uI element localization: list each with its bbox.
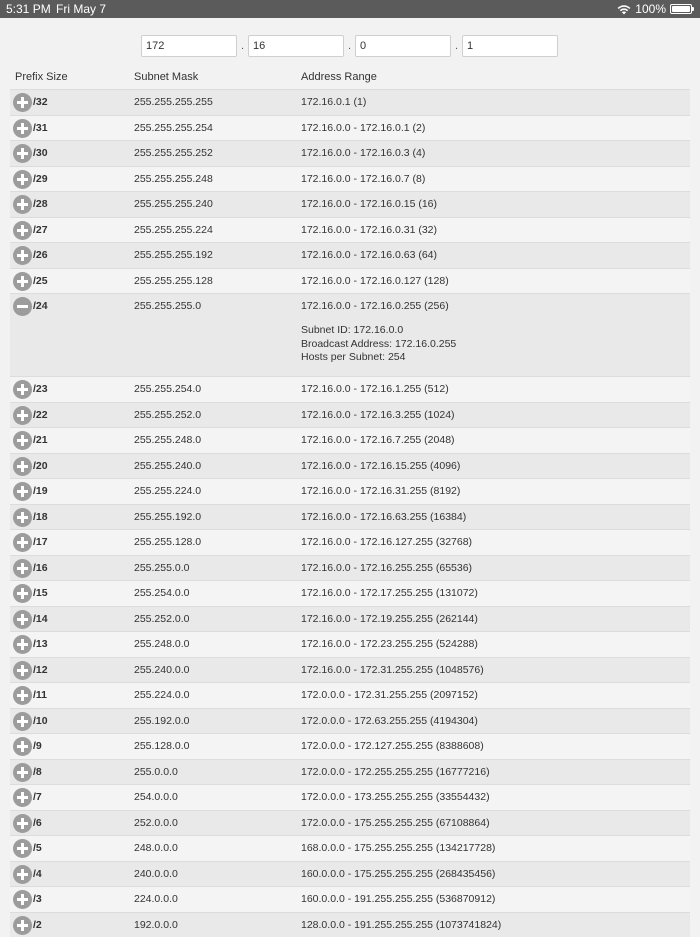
subnet-mask: 255.255.252.0	[134, 409, 201, 421]
expand-plus-icon[interactable]	[13, 406, 32, 425]
table-header	[0, 71, 700, 85]
expand-plus-icon[interactable]	[13, 380, 32, 399]
table-row[interactable]	[10, 140, 690, 166]
subnet-mask: 255.255.255.252	[134, 147, 213, 159]
address-range: 172.16.0.0 - 172.16.0.3 (4)	[301, 147, 425, 159]
prefix-size: /17	[33, 536, 48, 548]
subnet-mask: 192.0.0.0	[134, 919, 178, 931]
prefix-size: /31	[33, 122, 48, 134]
table-row[interactable]	[10, 268, 690, 294]
prefix-size: /11	[33, 689, 47, 701]
table-row[interactable]	[10, 166, 690, 192]
ip-octet-4-input[interactable]	[462, 35, 558, 57]
subnet-mask: 255.255.255.224	[134, 224, 213, 236]
subnet-mask: 255.255.255.240	[134, 198, 213, 210]
subnet-mask: 255.255.128.0	[134, 536, 201, 548]
expand-plus-icon[interactable]	[13, 195, 32, 214]
address-range: 172.0.0.0 - 172.63.255.255 (4194304)	[301, 715, 478, 727]
expand-plus-icon[interactable]	[13, 916, 32, 935]
prefix-size: /7	[33, 791, 42, 803]
address-range: 172.16.0.0 - 172.19.255.255 (262144)	[301, 613, 478, 625]
subnet-mask: 255.255.255.128	[134, 275, 213, 287]
address-range: 172.0.0.0 - 173.255.255.255 (33554432)	[301, 791, 490, 803]
expand-plus-icon[interactable]	[13, 686, 32, 705]
address-range: 172.16.0.0 - 172.16.15.255 (4096)	[301, 460, 460, 472]
subnet-mask: 255.252.0.0	[134, 613, 189, 625]
status-bar	[0, 0, 700, 18]
address-range: 172.16.0.0 - 172.16.31.255 (8192)	[301, 485, 460, 497]
expand-plus-icon[interactable]	[13, 661, 32, 680]
address-range: 172.16.0.0 - 172.16.3.255 (1024)	[301, 409, 455, 421]
ip-separator: .	[451, 40, 462, 52]
subnet-mask: 255.255.255.254	[134, 122, 213, 134]
collapse-minus-icon[interactable]	[13, 297, 32, 316]
prefix-size: /2	[33, 919, 42, 931]
table-row[interactable]	[10, 886, 690, 912]
table-row[interactable]	[10, 657, 690, 683]
prefix-size: /5	[33, 842, 42, 854]
address-range: 172.0.0.0 - 172.255.255.255 (16777216)	[301, 766, 490, 778]
subnet-mask: 252.0.0.0	[134, 817, 178, 829]
expand-plus-icon[interactable]	[13, 559, 32, 578]
table-row[interactable]	[10, 810, 690, 836]
address-range: 160.0.0.0 - 175.255.255.255 (268435456)	[301, 868, 495, 880]
ip-octet-2-input[interactable]	[248, 35, 344, 57]
table-row[interactable]	[10, 606, 690, 632]
table-row[interactable]	[10, 376, 690, 402]
expand-plus-icon[interactable]	[13, 170, 32, 189]
prefix-size: /18	[33, 511, 48, 523]
subnet-mask: 255.248.0.0	[134, 638, 189, 650]
prefix-size: /27	[33, 224, 48, 236]
subnet-detail-line: Subnet ID: 172.16.0.0	[301, 324, 456, 338]
address-range: 172.16.0.0 - 172.16.0.63 (64)	[301, 249, 437, 261]
address-range: 172.16.0.0 - 172.16.0.1 (2)	[301, 122, 425, 134]
expand-plus-icon[interactable]	[13, 712, 32, 731]
address-range-header: Address Range	[301, 71, 377, 83]
table-row[interactable]	[10, 708, 690, 734]
prefix-size: /23	[33, 383, 48, 395]
prefix-size: /3	[33, 893, 42, 905]
table-row[interactable]	[10, 784, 690, 810]
status-right	[617, 0, 692, 18]
expand-plus-icon[interactable]	[13, 144, 32, 163]
expand-plus-icon[interactable]	[13, 482, 32, 501]
status-date: Fri May 7	[56, 0, 106, 18]
expand-plus-icon[interactable]	[13, 865, 32, 884]
table-row[interactable]	[10, 453, 690, 479]
table-row[interactable]	[10, 733, 690, 759]
subnet-details	[301, 324, 456, 365]
prefix-size: /14	[33, 613, 48, 625]
table-row[interactable]	[10, 835, 690, 861]
table-row[interactable]	[10, 580, 690, 606]
subnet-mask: 254.0.0.0	[134, 791, 178, 803]
battery-percentage: 100%	[635, 0, 666, 18]
ip-separator: .	[344, 40, 355, 52]
table-row[interactable]	[10, 89, 690, 115]
table-row[interactable]	[10, 504, 690, 530]
prefix-size: /16	[33, 562, 48, 574]
wifi-icon	[617, 4, 631, 15]
subnet-mask: 255.255.248.0	[134, 434, 201, 446]
expand-plus-icon[interactable]	[13, 584, 32, 603]
expand-plus-icon[interactable]	[13, 890, 32, 909]
expand-plus-icon[interactable]	[13, 508, 32, 527]
address-range: 172.16.0.0 - 172.16.0.127 (128)	[301, 275, 449, 287]
prefix-size: /4	[33, 868, 42, 880]
address-range: 172.16.0.0 - 172.16.255.255 (65536)	[301, 562, 472, 574]
ip-octet-1-input[interactable]	[141, 35, 237, 57]
expand-plus-icon[interactable]	[13, 610, 32, 629]
prefix-size: /24	[33, 300, 48, 312]
subnet-mask: 255.192.0.0	[134, 715, 189, 727]
address-range: 172.16.0.0 - 172.16.0.255 (256)	[301, 300, 449, 312]
subnet-mask: 255.255.255.0	[134, 300, 201, 312]
table-row[interactable]	[10, 682, 690, 708]
address-range: 172.16.0.0 - 172.16.0.15 (16)	[301, 198, 437, 210]
address-range: 172.16.0.0 - 172.16.127.255 (32768)	[301, 536, 472, 548]
expand-plus-icon[interactable]	[13, 737, 32, 756]
expand-plus-icon[interactable]	[13, 814, 32, 833]
prefix-size: /20	[33, 460, 48, 472]
prefix-size: /6	[33, 817, 42, 829]
expand-plus-icon[interactable]	[13, 221, 32, 240]
table-row[interactable]	[10, 242, 690, 268]
ip-address-inputs	[141, 35, 558, 57]
prefix-size: /19	[33, 485, 48, 497]
prefix-size-header: Prefix Size	[15, 71, 68, 83]
prefix-size: /21	[33, 434, 48, 446]
subnet-mask: 240.0.0.0	[134, 868, 178, 880]
prefix-size: /12	[33, 664, 48, 676]
prefix-size: /30	[33, 147, 48, 159]
address-range: 172.16.0.1 (1)	[301, 96, 366, 108]
table-row[interactable]	[10, 293, 690, 376]
prefix-size: /15	[33, 587, 48, 599]
subnet-detail-line: Hosts per Subnet: 254	[301, 351, 456, 365]
table-row[interactable]	[10, 912, 690, 937]
table-row[interactable]	[10, 427, 690, 453]
prefix-size: /9	[33, 740, 42, 752]
expand-plus-icon[interactable]	[13, 431, 32, 450]
address-range: 128.0.0.0 - 191.255.255.255 (1073741824)	[301, 919, 501, 931]
address-range: 172.16.0.0 - 172.16.1.255 (512)	[301, 383, 449, 395]
table-row[interactable]	[10, 861, 690, 887]
subnet-mask: 255.128.0.0	[134, 740, 189, 752]
prefix-size: /10	[33, 715, 48, 727]
expand-plus-icon[interactable]	[13, 119, 32, 138]
expand-plus-icon[interactable]	[13, 788, 32, 807]
subnet-mask: 255.240.0.0	[134, 664, 189, 676]
prefix-size: /28	[33, 198, 48, 210]
table-row[interactable]	[10, 217, 690, 243]
subnet-mask: 255.255.255.255	[134, 96, 213, 108]
prefix-size: /22	[33, 409, 48, 421]
prefix-size: /29	[33, 173, 48, 185]
expand-plus-icon[interactable]	[13, 246, 32, 265]
subnet-mask: 255.224.0.0	[134, 689, 189, 701]
ip-octet-3-input[interactable]	[355, 35, 451, 57]
address-range: 172.16.0.0 - 172.23.255.255 (524288)	[301, 638, 478, 650]
table-row[interactable]	[10, 555, 690, 581]
prefix-size: /8	[33, 766, 42, 778]
subnet-mask: 255.255.192.0	[134, 511, 201, 523]
table-row[interactable]	[10, 478, 690, 504]
table-row[interactable]	[10, 402, 690, 428]
subnet-table	[10, 89, 690, 937]
subnet-mask: 255.255.240.0	[134, 460, 201, 472]
subnet-mask-header: Subnet Mask	[134, 71, 198, 83]
status-time: 5:31 PM	[6, 0, 51, 18]
subnet-mask: 255.0.0.0	[134, 766, 178, 778]
table-row[interactable]	[10, 631, 690, 657]
table-row[interactable]	[10, 191, 690, 217]
expand-plus-icon[interactable]	[13, 839, 32, 858]
subnet-mask: 224.0.0.0	[134, 893, 178, 905]
address-range: 168.0.0.0 - 175.255.255.255 (134217728)	[301, 842, 495, 854]
address-range: 172.16.0.0 - 172.31.255.255 (1048576)	[301, 664, 484, 676]
address-range: 172.16.0.0 - 172.16.63.255 (16384)	[301, 511, 466, 523]
expand-plus-icon[interactable]	[13, 533, 32, 552]
subnet-mask: 248.0.0.0	[134, 842, 178, 854]
ip-separator: .	[237, 40, 248, 52]
subnet-mask: 255.255.255.192	[134, 249, 213, 261]
address-range: 172.16.0.0 - 172.16.0.31 (32)	[301, 224, 437, 236]
table-row[interactable]	[10, 115, 690, 141]
table-row[interactable]	[10, 759, 690, 785]
table-row[interactable]	[10, 529, 690, 555]
subnet-mask: 255.255.254.0	[134, 383, 201, 395]
address-range: 160.0.0.0 - 191.255.255.255 (536870912)	[301, 893, 495, 905]
subnet-mask: 255.255.0.0	[134, 562, 189, 574]
address-range: 172.16.0.0 - 172.17.255.255 (131072)	[301, 587, 478, 599]
expand-plus-icon[interactable]	[13, 272, 32, 291]
expand-plus-icon[interactable]	[13, 635, 32, 654]
address-range: 172.0.0.0 - 172.31.255.255 (2097152)	[301, 689, 478, 701]
expand-plus-icon[interactable]	[13, 457, 32, 476]
address-range: 172.16.0.0 - 172.16.7.255 (2048)	[301, 434, 455, 446]
subnet-mask: 255.255.224.0	[134, 485, 201, 497]
battery-icon	[670, 4, 692, 14]
address-range: 172.0.0.0 - 172.127.255.255 (8388608)	[301, 740, 484, 752]
expand-plus-icon[interactable]	[13, 93, 32, 112]
subnet-mask: 255.254.0.0	[134, 587, 189, 599]
prefix-size: /26	[33, 249, 48, 261]
prefix-size: /25	[33, 275, 48, 287]
expand-plus-icon[interactable]	[13, 763, 32, 782]
subnet-mask: 255.255.255.248	[134, 173, 213, 185]
prefix-size: /32	[33, 96, 48, 108]
subnet-detail-line: Broadcast Address: 172.16.0.255	[301, 338, 456, 352]
address-range: 172.16.0.0 - 172.16.0.7 (8)	[301, 173, 425, 185]
prefix-size: /13	[33, 638, 48, 650]
address-range: 172.0.0.0 - 175.255.255.255 (67108864)	[301, 817, 490, 829]
